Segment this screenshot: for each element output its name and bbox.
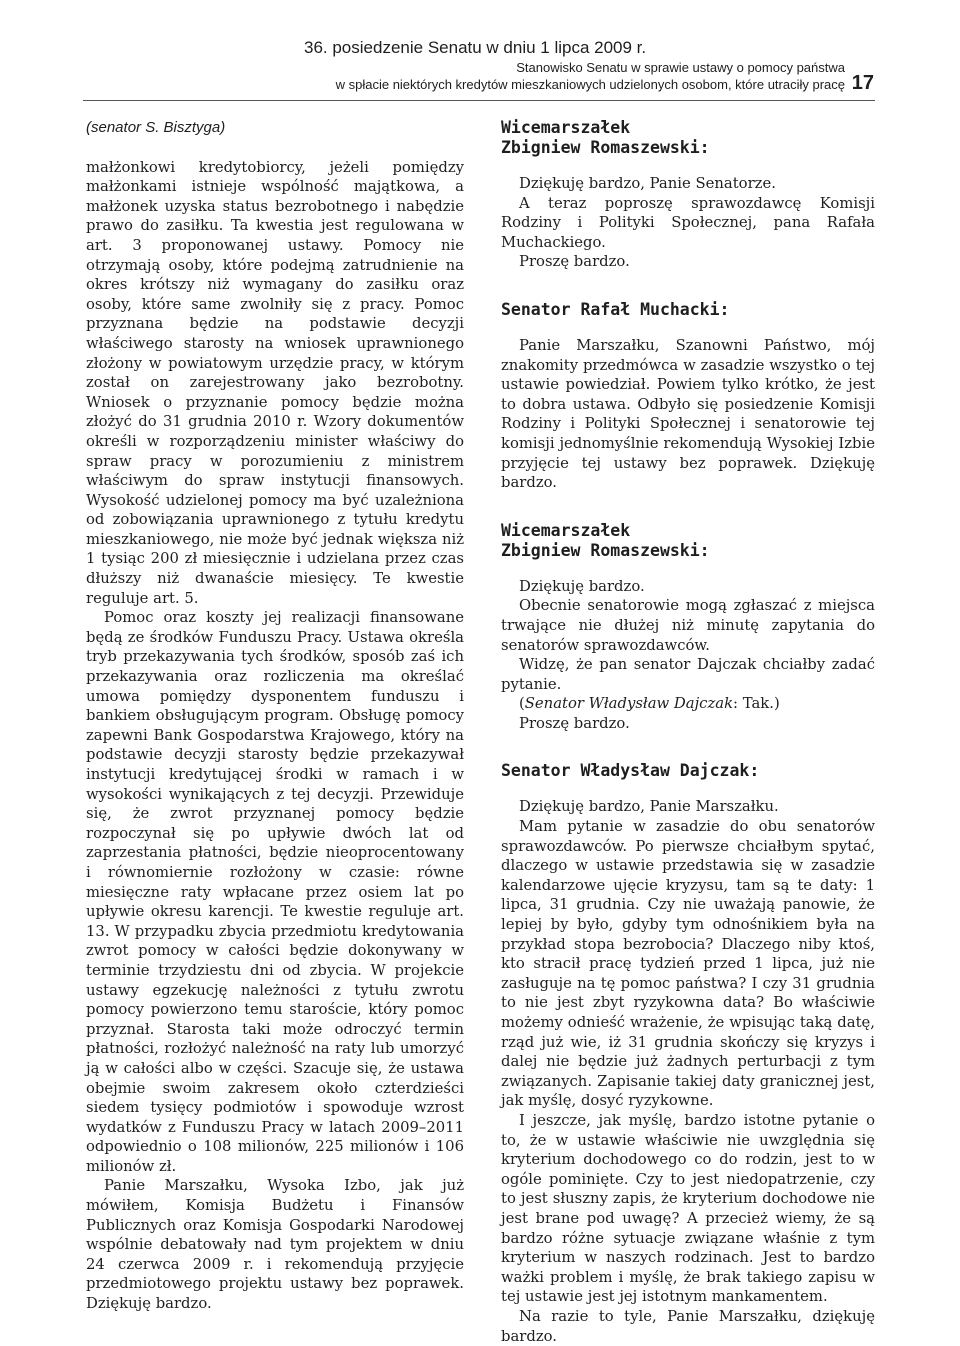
speaker-name: Senator Rafał Muchacki: xyxy=(501,299,730,319)
header-rule xyxy=(83,100,875,101)
page-number: 17 xyxy=(851,72,874,94)
speaker-name: Zbigniew Romaszewski: xyxy=(501,540,710,560)
paragraph: małżonkowi kredytobiorcy, jeżeli pomiędzy małżonkami istnieje wspólność majątkowa, a małżonek uzyska status bezrobotnego i nabędzie prawo do zasiłku. Ta kwestia jest regulowana w art. 3 proponowanej ustawy. Pomocy nie otrzymają osoby, które podejmą zatrudnienie na okres krótszy niż wymagany do zasiłku oraz osoby, które same zwolniły się z pracy. Pomoc przyznana będzie na podstawie decyzji właściwego starosty na wniosek uprawnionego złożony w powiatowym urzędzie pracy, w którym został on zarejestrowany jako bezrobotny. Wniosek o przyznanie pomocy będzie można złożyć do 31 grudnia 2010 r. Wzory dokumentów określi w rozporządzeniu minister właściwy do spraw pracy w porozumieniu z ministrem właściwym do spraw instytucji finansowych. Wysokość udzielonej pomocy ma być uzależniona od zobowiązania uprawnionego z tytułu kredytu mieszkaniowego, nie może być jednak większa niż 1 tysiąc 200 zł miesięcznie i udzielana przez czas dłuższy niż dwanaście miesięcy. Te kwestie reguluje art. 5. xyxy=(86,158,464,607)
right-column xyxy=(501,118,875,1346)
paragraph: Widzę, że pan senator Dajczak chciałby zadać pytanie. xyxy=(501,656,875,693)
page-header xyxy=(0,0,960,110)
speaker-heading xyxy=(501,118,875,158)
paragraph: Dziękuję bardzo, Panie Marszałku. xyxy=(519,798,779,816)
interjection-open: ( xyxy=(519,695,525,713)
speaker-name: Senator Władysław Dajczak: xyxy=(501,761,760,781)
paragraph: I jeszcze, jak myślę, bardzo istotne pytanie o to, że w ustawie właściwie nie uwzględnia się kryterium dochodowego co do rodzin, jest to w ogóle pominięte. Czy to jest niedopatrzenie, czy to jest słuszny zapis, że kryterium dochodowe nie jest brane pod uwagę? A przecież wiemy, że są bardzo różne sytuacje związane właśnie z tym kryterium w naszych rodzinach. Jest to bardzo ważki problem i myślę, że brak takiego zapisu w tej ustawie jest jej istotnym mankamentem. xyxy=(501,1111,875,1306)
paragraph: Dziękuję bardzo. xyxy=(519,577,645,595)
speaker-heading xyxy=(501,521,875,561)
interjection-speaker: Senator Władysław Dajczak xyxy=(524,695,734,713)
header-subtitle-1: Stanowisko Senatu w sprawie ustawy o pomocy państwa xyxy=(516,60,845,75)
paragraph: Panie Marszałku, Szanowni Państwo, mój znakomity przedmówca w zasadzie wszystko o tej ustawie powiedział. Powiem tylko krótko, że jest to dobra ustawa. Odbyło się posiedzenie Komisji Rodziny i Polityki Społecznej i senatorowie tej komisji jednomyślnie rekomendują Wysokiej Izbie przyjęcie tej ustawy bez poprawek. Dziękuję bardzo. xyxy=(501,336,875,492)
speaker-context: (senator S. Bisztyga) xyxy=(86,119,226,136)
speaker-heading xyxy=(501,761,875,781)
interjection-text: : Tak.) xyxy=(733,695,780,713)
speaker-role: Wicemarszałek xyxy=(501,520,631,540)
speaker-heading xyxy=(501,300,875,320)
paragraph: A teraz poproszę sprawozdawcę Komisji Rodziny i Polityki Społecznej, pana Rafała Muchackiego. xyxy=(501,194,875,251)
paragraph: Mam pytanie w zasadzie do obu senatorów sprawozdawców. Po pierwsze chciałbym spytać, dlaczego w ustawie przedstawia się w zasadzie kalendarzowe ujęcie kryzysu, tam są te daty: 1 lipca, 31 grudnia. Czy nie uważają panowie, że lepiej by było, gdyby tym odnośnikiem była na przykład stopa bezrobocia? Dlaczego niby ktoś, kto stracił pracę tydzień przed 1 lipca, już nie zasługuje na tę pomoc państwa? I czy 31 grudnia to nie jest zbyt ryzykowna data? Bo właściwie możemy odnieść wrażenie, że wpisując taką datę, rząd już wie, iż 31 grudnia skończy się kryzys i dalej nie będzie już żadnych perturbacji z tym związanych. Zapisanie takiej daty granicznej jest, jak myślę, dosyć ryzykowne. xyxy=(501,818,875,1110)
speaker-name: Zbigniew Romaszewski: xyxy=(501,138,710,157)
paragraph: Dziękuję bardzo, Panie Senatorze. xyxy=(519,175,776,192)
session-title: 36. posiedzenie Senatu w dniu 1 lipca 2009 r. xyxy=(304,38,647,57)
paragraph: Proszę bardzo. xyxy=(519,714,630,732)
paragraph: Na razie to tyle, Panie Marszałku, dziękuję bardzo. xyxy=(501,1307,875,1345)
speaker-role: Wicemarszałek xyxy=(501,118,631,137)
paragraph: Obecnie senatorowie mogą zgłaszać z miejsca trwające nie dłużej niż minutę zapytania do senatorów sprawozdawców. xyxy=(501,597,875,654)
paragraph: Pomoc oraz koszty jej realizacji finansowane będą ze środków Funduszu Pracy. Ustawa określa tryb przekazywania tych środków, sposób zaś ich przekazywania oraz rozliczenia ma określać umowa pomiędzy dysponentem funduszu i bankiem obsługującym program. Obsługę pomocy zapewni Bank Gospodarstwa Krajowego, który na podstawie decyzji starosty będzie przekazywał instytucji kredytującej środki w ramach i w wysokości wynikających z tej decyzji. Przewiduje się, że zwrot przyznanej pomocy będzie rozpoczynał się po upływie dwóch lat od zaprzestania płatności, będzie nieoprocentowany i równomiernie rozłożony w czasie: równe miesięczne raty wpłacane przez osiem lat po upływie okresu karencji. Te kwestie reguluje art. 13. W przypadku zbycia przedmiotu kredytowania zwrot pomocy w całości będzie dokonywany w terminie trzydziestu dni od zbycia. W projekcie ustawy egzekucję należności z tytułu zwrotu pomocy powierzono temu staroście, który pomoc przyznał. Starosta taki może odroczyć termin płatności, rozłożyć należność na raty lub umorzyć ją w całości albo w części. Szacuje się, że ustawa obejmie swoim zakresem około czterdzieści siedem tysięcy podmiotów i spowoduje wzrost wydatków z Funduszu Pracy w latach 2009–2011 odpowiednio o 108 milionów, 225 milionów i 106 milionów zł. xyxy=(86,609,464,1175)
header-subtitle-2: w spłacie niektórych kredytów mieszkaniowych udzielonych osobom, które utraciły pracę xyxy=(335,77,845,92)
interjection xyxy=(501,694,875,714)
left-column xyxy=(86,118,464,1314)
paragraph: Panie Marszałku, Wysoka Izbo, jak już mówiłem, Komisja Budżetu i Finansów Publicznych oraz Komisja Gospodarki Narodowej wspólnie debatowały nad tym projektem w dniu 24 czerwca 2009 r. i rekomendują przyjęcie przedmiotowego projektu ustawy bez poprawek. Dziękuję bardzo. xyxy=(86,1177,464,1313)
paragraph: Proszę bardzo. xyxy=(519,253,630,271)
